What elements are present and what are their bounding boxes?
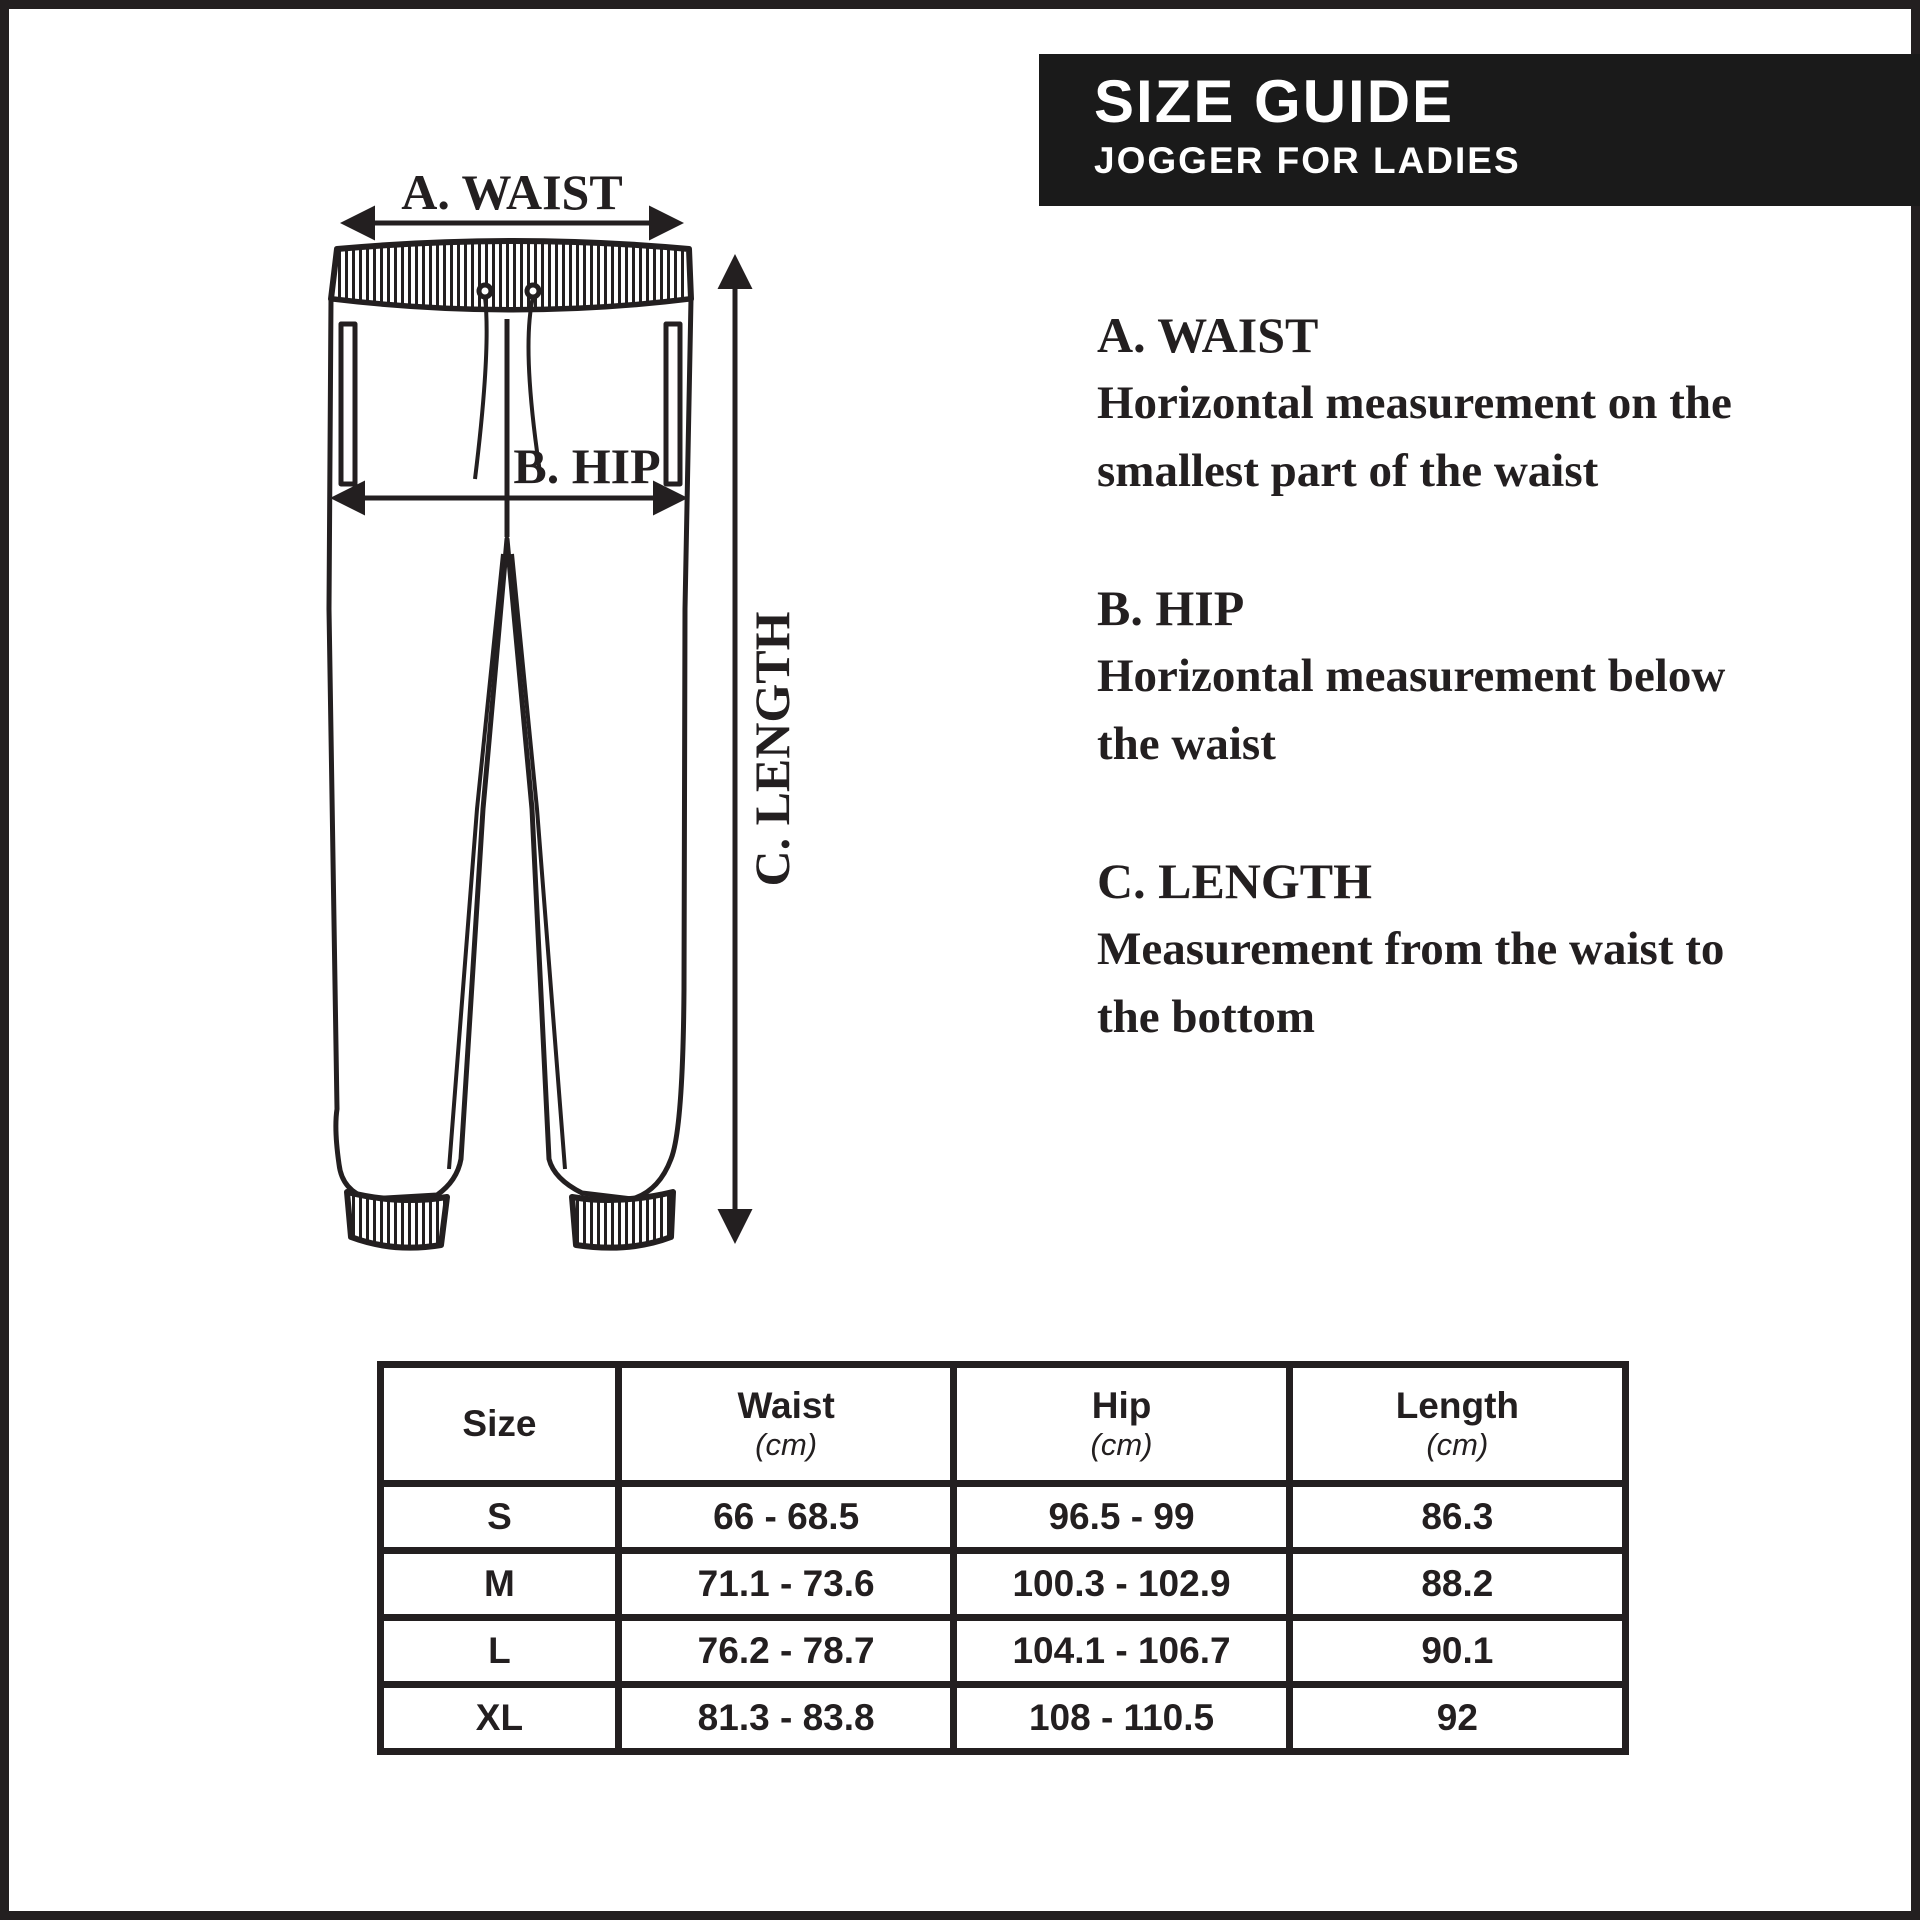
table-row (381, 1484, 1626, 1551)
header-hip (954, 1365, 1289, 1484)
definition-line: the bottom (1097, 991, 1315, 1043)
left-pocket (341, 324, 355, 484)
cell-size: S (381, 1484, 619, 1551)
hip-diagram-label: B. HIP (513, 438, 661, 494)
cell-waist: 66 - 68.5 (618, 1484, 953, 1551)
header-label: Waist (737, 1384, 835, 1426)
jogger-pants-icon (329, 241, 691, 1248)
table-header-row (381, 1365, 1626, 1484)
table-row (381, 1551, 1626, 1618)
definition-line: Measurement from the waist to (1097, 923, 1725, 975)
cell-hip: 108 - 110.5 (954, 1685, 1289, 1752)
length-diagram-label: C. LENGTH (744, 611, 800, 887)
cell-size: XL (381, 1685, 619, 1752)
definition-hip (1097, 574, 1877, 778)
cell-hip: 96.5 - 99 (954, 1484, 1289, 1551)
right-pocket (666, 324, 680, 484)
banner-title: SIZE GUIDE (1094, 68, 1455, 135)
size-chart-table (377, 1361, 1629, 1755)
definition-title: C. LENGTH (1097, 853, 1373, 909)
drawstring-eyelet-left (479, 285, 491, 297)
header-unit: (cm) (1090, 1427, 1153, 1463)
definition-title: B. HIP (1097, 580, 1245, 636)
cell-length: 88.2 (1289, 1551, 1625, 1618)
pants-body (329, 299, 691, 1199)
header-label: Hip (1091, 1384, 1152, 1426)
definition-line: Horizontal measurement on the (1097, 377, 1732, 429)
cell-length: 92 (1289, 1685, 1625, 1752)
header-size (381, 1365, 619, 1484)
header-waist (618, 1365, 953, 1484)
table-row (381, 1685, 1626, 1752)
cell-hip: 100.3 - 102.9 (954, 1551, 1289, 1618)
cell-waist: 81.3 - 83.8 (618, 1685, 953, 1752)
definition-waist (1097, 301, 1877, 505)
cell-hip: 104.1 - 106.7 (954, 1618, 1289, 1685)
banner-subtitle: JOGGER FOR LADIES (1094, 140, 1521, 181)
definition-line: Horizontal measurement below (1097, 650, 1726, 702)
table-row (381, 1618, 1626, 1685)
cell-length: 90.1 (1289, 1618, 1625, 1685)
waistband (331, 241, 691, 310)
cell-waist: 71.1 - 73.6 (618, 1551, 953, 1618)
cell-size: L (381, 1618, 619, 1685)
header-unit: (cm) (1426, 1427, 1489, 1463)
drawstring-eyelet-right (527, 285, 539, 297)
header-label: Length (1395, 1384, 1519, 1426)
definition-title: A. WAIST (1097, 307, 1319, 363)
header-label: Size (462, 1402, 537, 1444)
header-unit: (cm) (755, 1427, 818, 1463)
cell-waist: 76.2 - 78.7 (618, 1618, 953, 1685)
left-cuff (347, 1192, 447, 1248)
definition-length (1097, 847, 1877, 1051)
waist-diagram-label: A. WAIST (401, 164, 623, 220)
definition-line: smallest part of the waist (1097, 445, 1599, 497)
right-cuff (572, 1192, 673, 1248)
cell-length: 86.3 (1289, 1484, 1625, 1551)
cell-size: M (381, 1551, 619, 1618)
definition-line: the waist (1097, 718, 1276, 770)
header-length (1289, 1365, 1625, 1484)
